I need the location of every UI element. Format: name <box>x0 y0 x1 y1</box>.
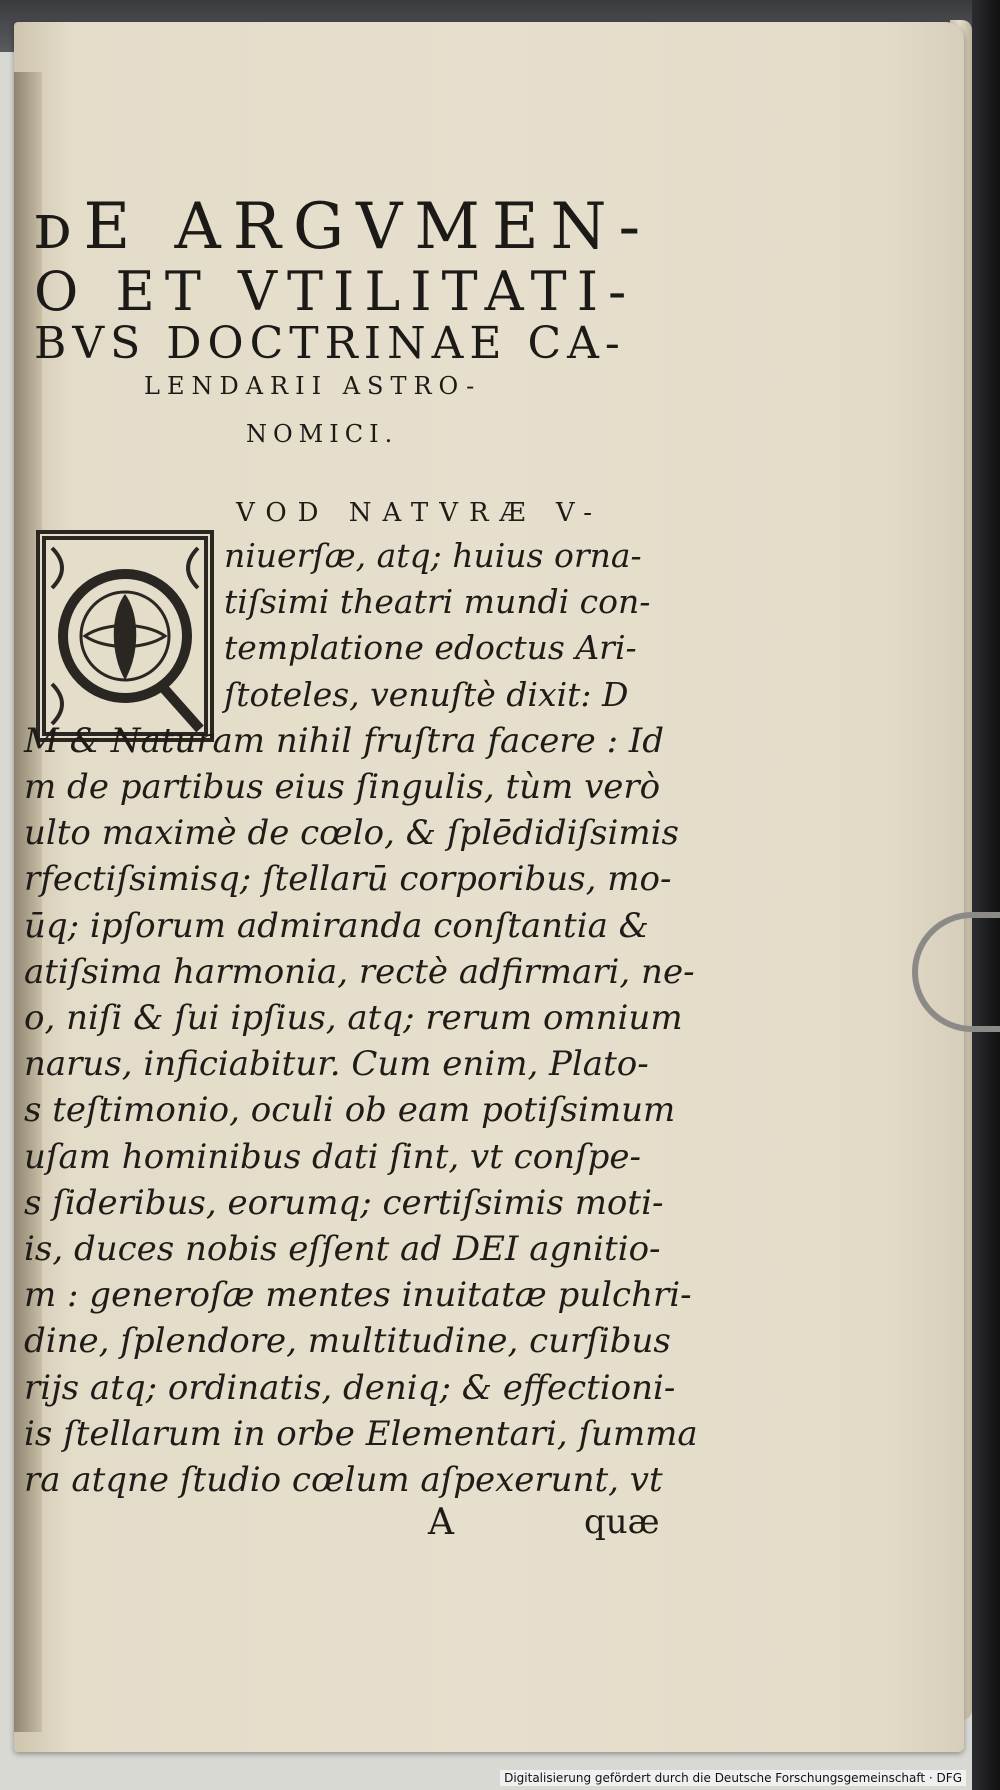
heading-line-3: BVS DOCTRINAE CA- <box>34 318 626 369</box>
text-line: rfectiſsimisq; ſtellarū corporibus, mo- <box>24 859 672 900</box>
heading-line-5: NOMICI. <box>246 420 399 448</box>
text-line: niuerſæ, atq; huius orna- <box>224 536 642 575</box>
text-line: m : generoſæ mentes inuitatæ pulchri- <box>24 1275 692 1316</box>
catchword: quæ <box>584 1502 660 1542</box>
text-line: s ſideribus, eorumq; certiſsimis moti- <box>24 1182 664 1223</box>
heading-line-1: ᴅE ARGVMEN- <box>34 190 653 264</box>
scanner-backdrop-right <box>972 0 1000 1790</box>
text-line: rijs atq; ordinatis, deniq; & effectioni- <box>24 1367 676 1408</box>
first-line-capitals: VOD NATVRÆ V- <box>236 498 604 528</box>
decorated-initial-q-icon <box>36 530 214 742</box>
signature-mark: A <box>428 1502 454 1543</box>
text-line: tiſsimi theatri mundi con- <box>224 582 651 622</box>
text-line: s teſtimonio, oculi ob eam potiſsimum <box>24 1090 676 1131</box>
book-page <box>14 22 964 1752</box>
text-line: dine, ſplendore, multitudine, curſibus <box>24 1321 671 1362</box>
text-line: atiſsima harmonia, rectè adfirmari, ne- <box>24 951 695 992</box>
text-line: o, niſi & ſui ipſius, atq; rerum omnium <box>24 998 683 1038</box>
text-line: M & Naturam nihil fruſtra facere : Id <box>24 720 665 761</box>
text-line: is, duces nobis eſſent ad DEI agnitio- <box>24 1229 661 1269</box>
text-line: narus, inficiabitur. Cum enim, Plato- <box>24 1044 649 1085</box>
text-line: uſam hominibus dati ſint, vt conſpe- <box>24 1136 642 1177</box>
heading-line-2: O ET VTILITATI- <box>34 260 637 323</box>
text-line: ulto maximè de cœlo, & ſplēdidiſsimis <box>24 813 679 854</box>
ornament-icon <box>40 534 210 738</box>
text-line: ſtoteles, venuſtè dixit: D <box>224 674 629 714</box>
text-line: templatione edoctus Ari- <box>224 628 637 668</box>
digitization-credit: Digitalisierung gefördert durch die Deutsche Forschungsgemeinschaft · DFG <box>500 1770 966 1786</box>
heading-line-4: LENDARII ASTRO- <box>144 372 482 400</box>
text-line: is ſtellarum in orbe Elementari, ſumma <box>24 1413 698 1454</box>
text-line: ūq; ipſorum admiranda conſtantia & <box>24 905 649 946</box>
text-line: m de partibus eius ſingulis, tùm verò <box>24 767 661 807</box>
text-line: ra atqne ſtudio cœlum aſpexerunt, vt <box>24 1460 663 1500</box>
